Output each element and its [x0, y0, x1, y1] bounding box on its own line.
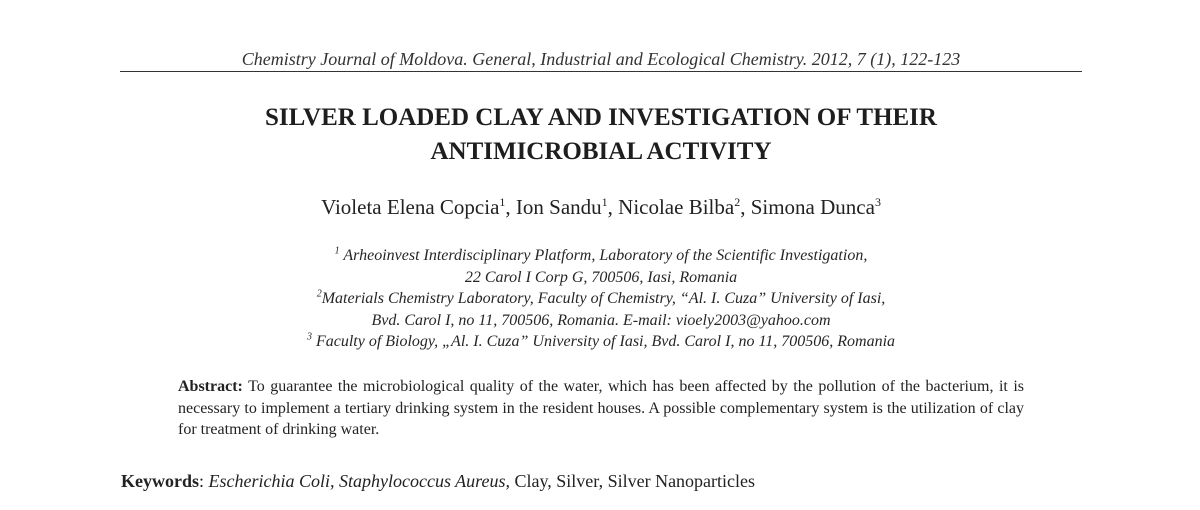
author-affiliation-mark: 1: [499, 195, 506, 209]
paper-title: [120, 101, 1082, 169]
author-separator: ,: [740, 195, 751, 219]
abstract-label: Abstract:: [178, 378, 243, 395]
affiliation-text: Materials Chemistry Laboratory, Faculty of Chemistry, “Al. I. Cuza” University of Iasi,: [321, 290, 886, 307]
title-line-2: ANTIMICROBIAL ACTIVITY: [430, 138, 772, 165]
author-list: [120, 194, 1082, 220]
keywords-label: Keywords: [121, 471, 199, 491]
affiliation-3-line-1: [120, 331, 1082, 353]
author-affiliation-mark: 1: [601, 195, 608, 209]
affiliation-text: Faculty of Biology, „Al. I. Cuza” University of Iasi, Bvd. Carol I, no 11, 700506, Romania: [311, 333, 896, 350]
keywords-colon: :: [199, 471, 209, 491]
author-name: Simona Dunca: [750, 195, 875, 219]
affiliation-2-line-1: [120, 288, 1082, 310]
author-affiliation-mark: 2: [734, 195, 741, 209]
affiliation-text: Arheoinvest Interdisciplinary Platform, Laboratory of the Scientific Investigation,: [339, 247, 868, 264]
affiliation-1-line-1: [120, 245, 1082, 267]
author-name: Ion Sandu: [515, 195, 602, 219]
author-separator: ,: [505, 195, 516, 219]
affiliation-2-line-2: Bvd. Carol I, no 11, 700506, Romania. E-mail: vioely2003@yahoo.com: [371, 311, 831, 329]
author-affiliation-mark: 3: [874, 195, 881, 209]
keywords-italic: Escherichia Coli, Staphylococcus Aureus,: [208, 471, 510, 491]
journal-header: Chemistry Journal of Moldova. General, Industrial and Ecological Chemistry. 2012, 7 (1), 122-123: [241, 49, 961, 69]
affiliations: [120, 245, 1082, 353]
abstract-text: To guarantee the microbiological quality of the water, which has been affected by the pollution of the bacterium, it is necessary to implement a tertiary drinking system in the resident houses. A possible complementary system is the utilization of clay for treatment of drinking water.: [178, 378, 1024, 438]
title-line-1: SILVER LOADED CLAY AND INVESTIGATION OF THEIR: [265, 104, 937, 131]
keywords: [121, 469, 1081, 493]
keywords-plain: Clay, Silver, Silver Nanoparticles: [509, 471, 756, 491]
author-separator: ,: [607, 195, 619, 219]
author-name: Nicolae Bilba: [618, 195, 735, 219]
affiliation-mark: 1: [334, 245, 340, 257]
header-rule: [120, 71, 1082, 72]
abstract: [178, 376, 1024, 441]
affiliation-1-line-2: 22 Carol I Corp G, 700506, Iasi, Romania: [464, 268, 738, 286]
affiliation-mark: 3: [306, 331, 312, 343]
affiliation-mark: 2: [316, 288, 322, 300]
author-name: Violeta Elena Copcia: [321, 195, 500, 219]
